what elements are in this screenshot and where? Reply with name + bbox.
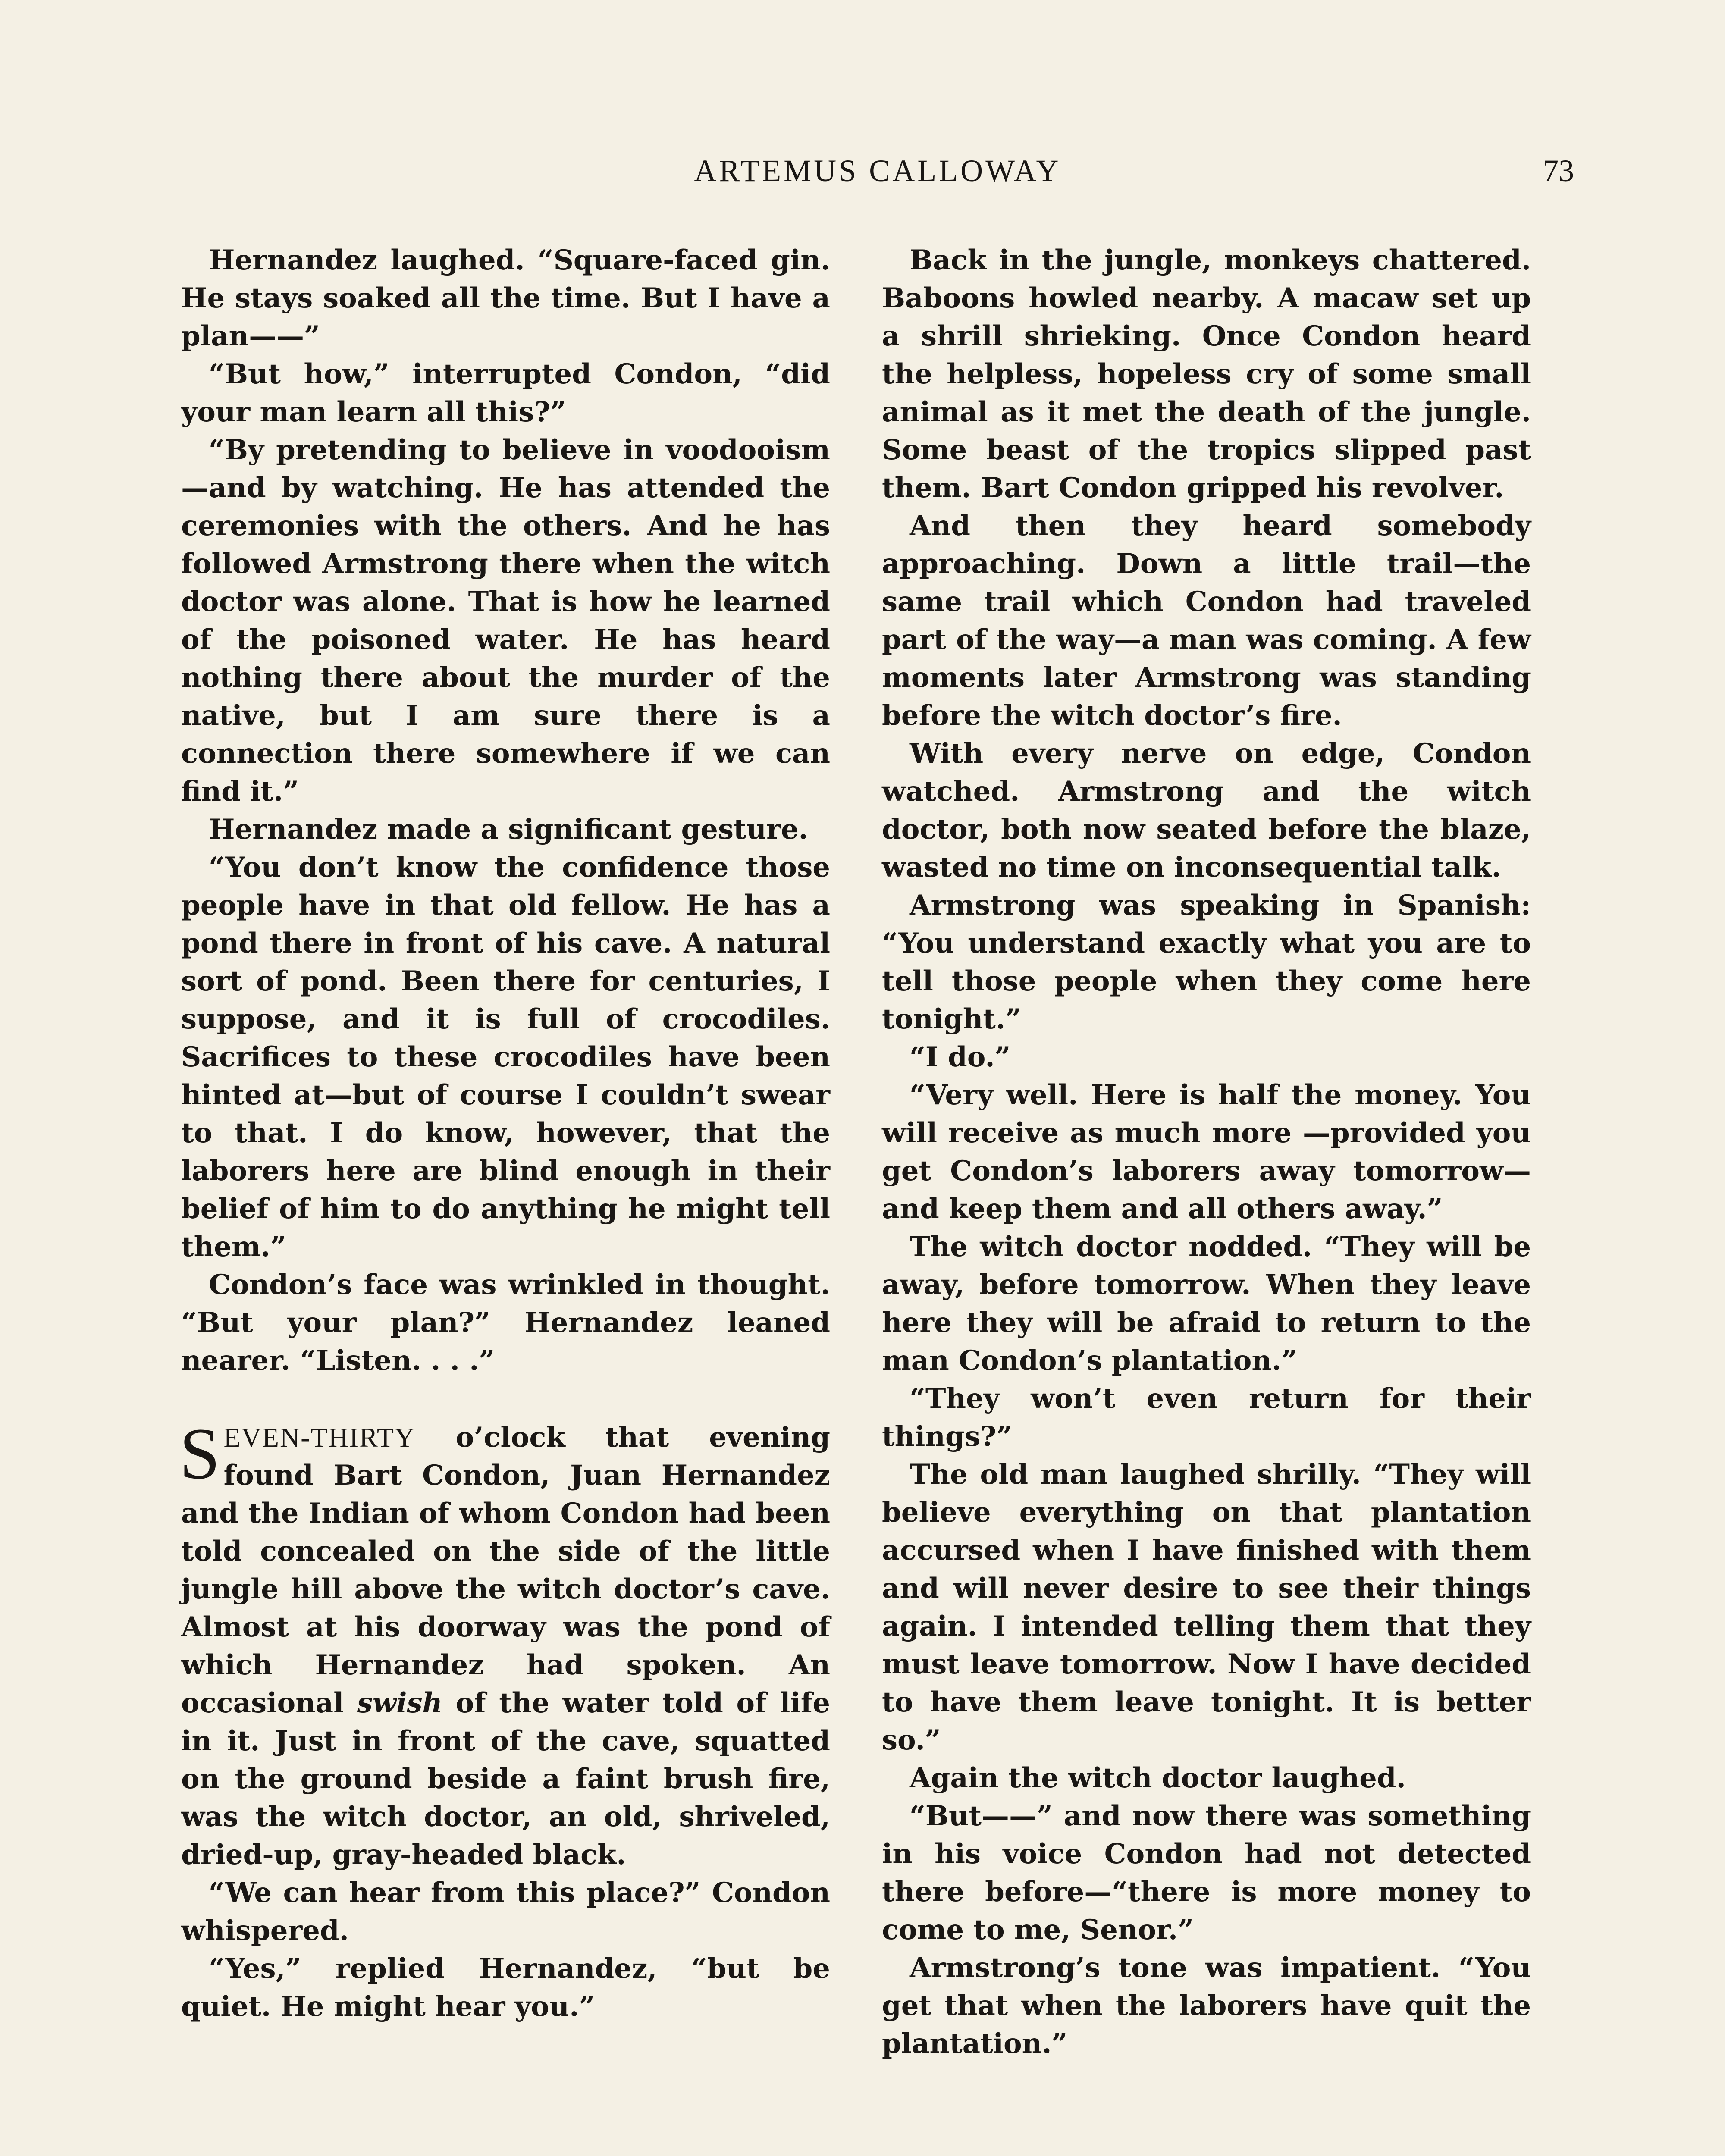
drop-cap: S [179,1413,220,1494]
paragraph: The old man laughed shrilly. “They will believe everything on that plantation accursed when I have finished with them and will never desire to see their things again. I intended telling them that they must leave tomorrow. Now I have decided to have them leave tonight. It is better so.” [882,1458,1531,1756]
right-column [882,241,1531,2063]
paragraph: “Yes,” replied Hernandez, “but be quiet. He might hear you.” [181,1952,830,2023]
paragraph: Armstrong’s tone was impatient. “You get that when the laborers have quit the plantation.” [882,1952,1531,2060]
running-title: ARTEMUS CALLOWAY [694,154,1061,188]
paragraph: Hernandez laughed. “Square-faced gin. He stays soaked all the time. But I have a plan——” [181,244,830,352]
paragraph: “But how,” interrupted Condon, “did your man learn all this?” [181,358,830,428]
paragraph: “I do.” [910,1041,1011,1073]
paragraph: With every nerve on edge, Condon watched. Armstrong and the witch doctor, both now seated before the blaze, wasted no time on inconsequential talk. [882,737,1531,884]
running-head [181,153,1574,201]
paragraph: Again the witch doctor laughed. [910,1762,1406,1794]
paragraph: “We can hear from this place?” Condon whispered. [181,1877,830,1947]
page-number: 73 [1543,154,1574,188]
paragraph: “They won’t even return for their things?” [882,1382,1531,1453]
section-start-paragraph [179,1413,831,1874]
paragraph: “You don’t know the confidence those people have in that old fellow. He has a pond there in front of his cave. A natural sort of pond. Been there for centuries, I suppose, and it is full of crocodiles. Sacrifices to these crocodiles have been hinted at—but of course I couldn’t swear to that. I do know, however, that the laborers here are blind enough in their belief of him to do anything he might tell them.” [181,851,830,1263]
paragraph: And then they heard somebody approaching. Down a little trail—the same trail which Condon had traveled part of the way—a man was coming. A few moments later Armstrong was standing before the witch doctor’s fire. [882,510,1531,732]
paragraph: The witch doctor nodded. “They will be away, before tomorrow. When they leave here they will be afraid to return to the man Condon’s plantation.” [882,1231,1531,1377]
paragraph: “But——” and now there was something in his voice Condon had not detected there before—“there is more money to come to me, Senor.” [882,1800,1531,1946]
paragraph-text: of the water told of life in it. Just in front of the cave, squatted on the ground beside a faint brush fire, was the witch doctor, an old, shriveled, dried-up, gray-headed black. [181,1687,831,1871]
paragraph: Back in the jungle, monkeys chattered. Baboons howled nearby. A macaw set up a shrill shrieking. Once Condon heard the helpless, hopeless cry of some small animal as it met the death of the jungle. Some beast of the tropics slipped past them. Bart Condon gripped his revolver. [882,244,1531,504]
left-column [181,241,830,2026]
paragraph: Hernandez made a significant gesture. [209,813,808,846]
italic-word: swish [357,1687,442,1719]
paragraph: “By pretending to believe in voodooism—and by watching. He has attended the ceremonies with the others. And he has followed Armstrong there when the witch doctor was alone. That is how he learned of the poisoned water. He has heard nothing there about the murder of the native, but I am sure there is a connection there somewhere if we can find it.” [181,434,830,808]
paragraph: “Very well. Here is half the money. You will receive as much more —provided you get Condon’s laborers away tomorrow—and keep them and all others away.” [882,1079,1531,1225]
paragraph: Armstrong was speaking in Spanish: “You understand exactly what you are to tell those people when they come here tonight.” [882,889,1531,1035]
lead-in-caps: EVEN-THIRTY [223,1422,416,1453]
paragraph: Condon’s face was wrinkled in thought. “But your plan?” Hernandez leaned nearer. “Listen. . . .” [181,1269,830,1377]
paragraph-text: o’clock that evening found Bart Condon, Juan Hernandez and the Indian of whom Condon had been told concealed on the side of the little jungle hill above the witch doctor’s cave. Almost at his doorway was the pond of which Hernandez had spoken. An occasional [181,1421,830,1719]
